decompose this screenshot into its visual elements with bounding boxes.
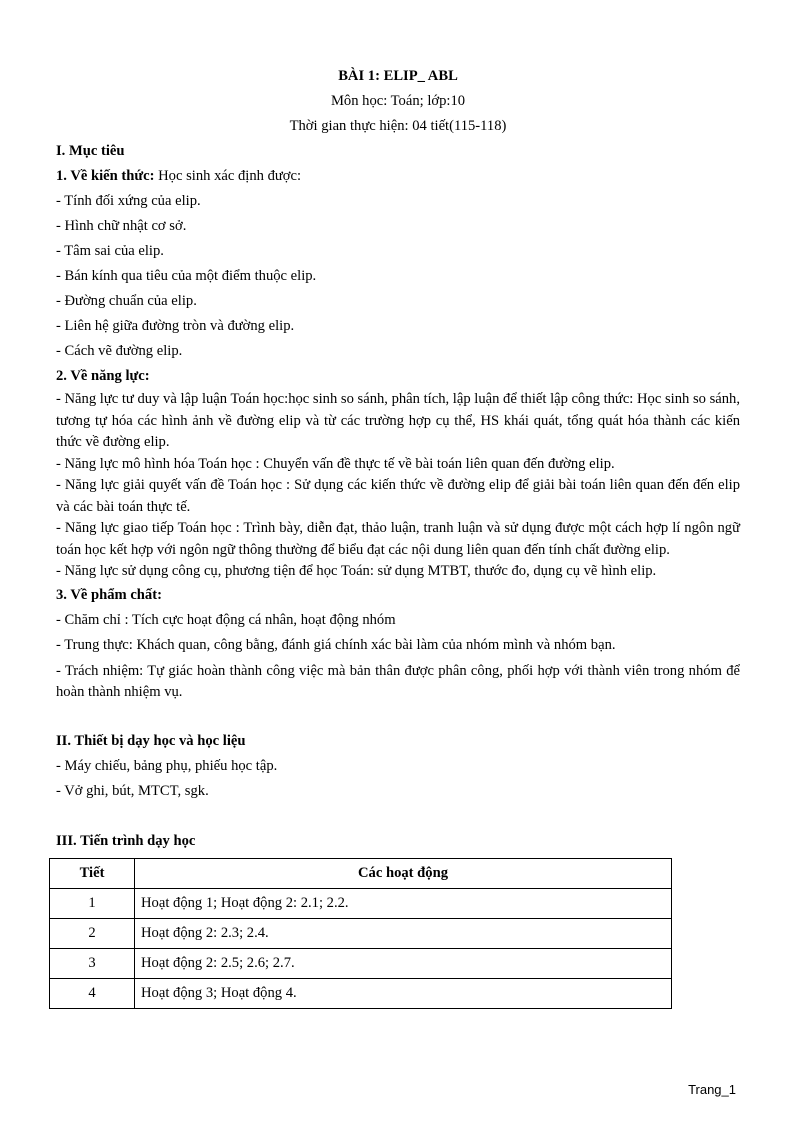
list-item: - Năng lực giải quyết vấn đề Toán học : Sử dụng các kiến thức về đường elip để giải bài toán liên quan đến đến elip và các bài toán thực tế. [56,477,740,515]
table-cell: 3 [50,948,135,978]
schedule-table [49,858,672,1009]
list-item: - Năng lực sử dụng công cụ, phương tiện để học Toán: sử dụng MTBT, thước đo, dụng cụ vẽ hình elip. [56,563,657,579]
list-item: - Liên hệ giữa đường tròn và đường elip. [56,318,295,334]
list-item: - Vở ghi, bút, MTCT, sgk. [56,782,209,799]
table-cell: Hoạt động 2: 2.5; 2.6; 2.7. [135,948,672,978]
section-3-heading: III. Tiến trình dạy học [56,832,196,849]
table-cell: 1 [50,888,135,918]
column-header: Các hoạt động [135,858,672,888]
column-header: Tiết [50,858,135,888]
list-item: - Bán kính qua tiêu của một điểm thuộc elip. [56,268,317,284]
competence-list [56,389,740,583]
table-row [50,978,672,1008]
table-cell: 4 [50,978,135,1008]
document-page [56,64,740,1009]
list-item: - Năng lực tư duy và lập luận Toán học:học sinh so sánh, phân tích, lập luận để thiết lập công thức: Học sinh so sánh, tương tự hóa các hình ảnh về đường elip và từ các trường hợp cụ thể, HS khái quát, tổng quát hóa thành các kiến thức về đường elip. [56,391,740,450]
table-cell: Hoạt động 2: 2.3; 2.4. [135,918,672,948]
list-item: - Tính đối xứng của elip. [56,193,201,209]
list-item: - Trung thực: Khách quan, công bằng, đánh giá chính xác bài làm của nhóm mình và nhóm bạn. [56,636,616,653]
qualities-list [56,608,740,704]
list-item: - Đường chuẩn của elip. [56,293,197,309]
subject-line: Môn học: Toán; lớp:10 [330,93,466,109]
table-cell: Hoạt động 3; Hoạt động 4. [135,978,672,1008]
table-header-row [50,858,672,888]
page-number: Trang_1 [688,1082,736,1097]
list-item: - Chăm chỉ : Tích cực hoạt động cá nhân, hoạt động nhóm [56,611,396,628]
table-row [50,888,672,918]
knowledge-list [56,189,740,364]
competence-heading: 2. Về năng lực: [56,368,150,384]
list-item: - Tâm sai của elip. [56,243,164,259]
lesson-title: BÀI 1: ELIP_ ABL [338,68,458,84]
table-row [50,948,672,978]
knowledge-intro-text: Học sinh xác định được: [154,168,302,184]
list-item: - Năng lực giao tiếp Toán học : Trình bày, diễn đạt, thảo luận, tranh luận và sử dụng được một cách hợp lí ngôn ngữ toán học kết hợp với ngôn ngữ thông thường để biểu đạt các nội dung liên quan đến tính chất đường elip. [56,520,740,558]
knowledge-intro [56,164,740,189]
table-cell: 2 [50,918,135,948]
list-item: - Năng lực mô hình hóa Toán học : Chuyển vấn đề thực tế về bài toán liên quan đến đường elip. [56,455,615,472]
section-2-heading: II. Thiết bị dạy học và học liệu [56,732,246,749]
section-1-heading: I. Mục tiêu [56,143,125,159]
list-item: - Máy chiếu, bảng phụ, phiếu học tập. [56,757,278,774]
table-row [50,918,672,948]
qualities-heading: 3. Về phẩm chất: [56,586,162,603]
time-line: Thời gian thực hiện: 04 tiết(115-118) [289,118,507,134]
equipment-list [56,754,740,804]
list-item: - Hình chữ nhật cơ sở. [56,218,187,234]
list-item: - Trách nhiệm: Tự giác hoàn thành công việc mà bản thân được phân công, phối hợp với thành viên trong nhóm để hoàn thành nhiệm vụ. [56,662,740,700]
knowledge-label: 1. Về kiến thức: [56,168,155,184]
table-cell: Hoạt động 1; Hoạt động 2: 2.1; 2.2. [135,888,672,918]
list-item: - Cách vẽ đường elip. [56,343,183,359]
